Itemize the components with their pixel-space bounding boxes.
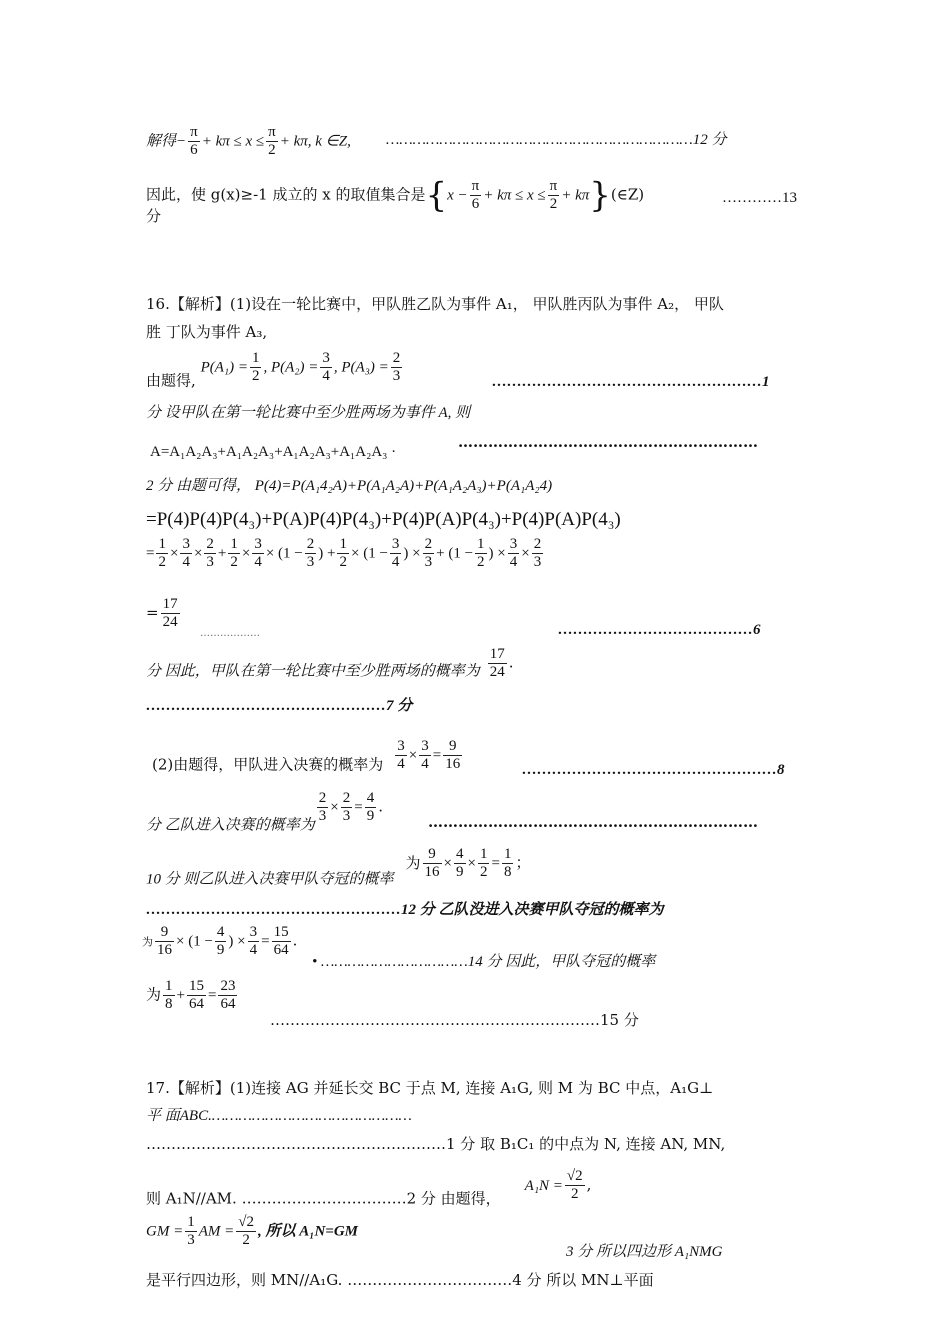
fraction: $\frac{2}{3}$ <box>424 536 433 570</box>
frac-pi-6: $\frac{\pi}{6}$ <box>190 124 198 158</box>
sol2-score-cont: 分 <box>146 207 162 225</box>
fraction: $\frac{1}{2}$ <box>230 536 238 570</box>
q16-score-2: …………………………………………………… <box>458 433 758 451</box>
q16-line-3: 由题得, P(A₁) = $\frac{1}{2}$ , P(A₂) = $\frac{3}{4}$ , P(A₃) = $\frac{2}{3}$ <box>146 350 401 390</box>
calc-operator: + <box>217 545 227 562</box>
q16-score-15: …………………………………………………………15 分 <box>270 1011 639 1029</box>
q16-line-16: 为 $\frac{9}{16}$ × (1 − $\frac{4}{9}$ ) × $\frac{3}{4}$ = $\frac{15}{64}$ . <box>142 924 298 958</box>
q16-line-14: 10 分 则乙队进入决赛甲队夺冠的概率为 $\frac{9}{16}$ × $\frac{4}{9}$ × $\frac{1}{2}$ = $\frac{1}{8}$ ； <box>146 846 531 888</box>
calc-operator: ) + <box>318 545 336 562</box>
fraction: $\frac{9}{16}$ <box>157 924 172 958</box>
fraction: $\frac{9}{16}$ <box>445 738 461 772</box>
sol2-score: …………13 <box>722 190 797 206</box>
q16-line-9: = $\frac{17}{24}$ <box>146 596 178 630</box>
fraction: $\frac{1}{2}$ <box>158 536 166 570</box>
calc-operator: × (1 − <box>265 545 303 562</box>
sol1-pre: 解得− <box>146 133 187 150</box>
fraction: $\frac{2}{3}$ <box>342 790 351 824</box>
sol1-score: ……………………………………………………………12 分 <box>386 132 727 148</box>
q16-line-12: (2)由题得，甲队进入决赛的概率为 $\frac{3}{4}$ × $\frac{3}{4}$ = $\frac{9}{16}$ <box>152 738 461 774</box>
fraction: $\frac{3}{4}$ <box>397 738 405 772</box>
fraction: $\frac{1}{2}$ <box>479 846 488 880</box>
fraction: $\frac{3}{4}$ <box>249 924 258 958</box>
q17-line-6: 是平行四边形，则 MN//A₁G. ……………………………4 分 所以 MN⊥平面 <box>146 1271 654 1289</box>
q16-score-7: …………………………………………7 分 <box>146 698 413 714</box>
calc-operator: + (1 − <box>436 545 474 562</box>
calc-operator: × (1 − <box>350 545 388 562</box>
q16-line-5: A=A₁A₂A₃+A₁A₂A₃+A₁A₂A₃+A₁A₂A₃ · <box>150 444 397 460</box>
q17-line-2: 平 面ABC.……………………………………… <box>146 1108 412 1124</box>
q16-line-7: =P(4)P(4)P(4₃)+P(A)P(4)P(4₃)+P(4)P(A)P(4₃)+P(4)P(A)P(4₃) <box>146 509 621 530</box>
calc-operator: = <box>146 545 155 562</box>
fraction: $\frac{1}{2}$ <box>477 536 485 570</box>
frac-pi-2: $\frac{\pi}{2}$ <box>268 124 276 158</box>
fraction: $\frac{2}{3}$ <box>318 790 327 824</box>
q16-line-6: 2 分 由题可得， P(4)=P(A₁4₂A)+P(A₁A₂A)+P(A₁A₂A₃)+P(A₁A₂4) <box>146 478 553 494</box>
fraction: $\frac{2}{3}$ <box>306 536 315 570</box>
q16-score-8: ……………………………………………8 <box>522 762 785 778</box>
fraction: $\frac{3}{4}$ <box>509 536 518 570</box>
fraction: $\frac{15}{64}$ <box>188 978 204 1012</box>
fraction: $\frac{3}{4}$ <box>421 738 429 772</box>
fraction: $\frac{3}{4}$ <box>254 536 262 570</box>
calc-operator: × <box>521 545 530 562</box>
q16-score-14: • ……………………………14 分 因此，甲队夺冠的概率 <box>312 954 656 970</box>
q16-line-2: 胜 丁队为事件 A₃, <box>146 323 268 341</box>
q17-line-3: ……………………………………………………1 分 取 B₁C₁ 的中点为 N, 连接 AN, MN, <box>146 1135 726 1153</box>
solution-line-2: 因此，使 g(x)≥-1 成立的 x 的取值集合是{x − $\frac{\pi}{6}$ + kπ ≤ x ≤ $\frac{\pi}{2}$ + kπ}(∈Z) <box>146 175 645 216</box>
q16-line-17: 为 $\frac{1}{8}$ + $\frac{15}{64}$ = $\frac{23}{64}$ <box>146 978 236 1012</box>
calc-operator: × <box>169 545 179 562</box>
fraction: $\frac{4}{9}$ <box>216 924 225 958</box>
fraction: $\frac{4}{9}$ <box>366 790 375 824</box>
fraction: $\frac{9}{16}$ <box>424 846 440 880</box>
q16-line-8 <box>146 536 545 571</box>
q16-score-6: …………………………………6 <box>558 622 761 638</box>
fraction: $\frac{3}{4}$ <box>391 536 400 570</box>
q16-score-1: ………………………………………………1 <box>492 374 770 390</box>
sol1-post: + kπ, k ∈Z, <box>279 133 351 150</box>
q16-line-10: 分 因此，甲队在第一轮比赛中至少胜两场的概率为 $\frac{17}{24}$ . <box>146 646 514 680</box>
q16-line-4: 分 设甲队在第一轮比赛中至少胜两场为事件 A, 则 <box>146 405 471 421</box>
solution-line-1 <box>146 124 351 159</box>
fraction: $\frac{2}{3}$ <box>533 536 542 570</box>
q16-small-dots: ……………… <box>200 628 260 639</box>
q17-line-4: 则 A₁N//AM. ……………………………2 分 由题得，A₁N = $\frac{√2}{2}$ , <box>146 1168 592 1208</box>
calc-operator: ) × <box>488 545 506 562</box>
fraction: $\frac{2}{3}$ <box>206 536 214 570</box>
q17-line-5: GM = $\frac{1}{3}$ AM = $\frac{√2}{2}$ , 所以 A₁N=GM <box>146 1214 359 1248</box>
calc-operator: ) × <box>403 545 421 562</box>
fraction: $\frac{1}{8}$ <box>165 978 173 1012</box>
fraction: $\frac{23}{64}$ <box>220 978 236 1012</box>
fraction: $\frac{3}{4}$ <box>182 536 190 570</box>
calc-operator: × <box>241 545 251 562</box>
calc-operator: × <box>193 545 203 562</box>
fraction: $\frac{1}{8}$ <box>503 846 512 880</box>
fraction: $\frac{1}{2}$ <box>339 536 347 570</box>
q17-score-3: 3 分 所以四边形 A₁NMG <box>566 1244 723 1260</box>
right-brace: } <box>589 175 611 216</box>
q16-line-15: ……………………………………………12 分 乙队没进入决赛甲队夺冠的概率为 <box>146 902 664 918</box>
q16-line-13: 分 乙队进入决赛的概率为 $\frac{2}{3}$ × $\frac{2}{3}$ = $\frac{4}{9}$ . <box>146 790 383 834</box>
sol2-pre: 因此，使 g(x)≥-1 成立的 x 的取值集合是 <box>146 185 426 204</box>
fraction: $\frac{4}{9}$ <box>456 846 464 880</box>
left-brace: { <box>425 175 448 216</box>
q16-score-10: ………………………………………………………… <box>428 813 758 831</box>
q17-line-1: 17.【解析】(1)连接 AG 并延长交 BC 于点 M, 连接 A₁G, 则 M 为 BC 中点，A₁G⊥ <box>146 1079 714 1097</box>
q16-line-1: 16.【解析】(1)设在一轮比赛中，甲队胜乙队为事件 A₁， 甲队胜丙队为事件 A₂， 甲队 <box>146 295 724 313</box>
sol1-mid: + kπ ≤ x ≤ <box>201 133 265 150</box>
fraction: $\frac{15}{64}$ <box>273 924 289 958</box>
